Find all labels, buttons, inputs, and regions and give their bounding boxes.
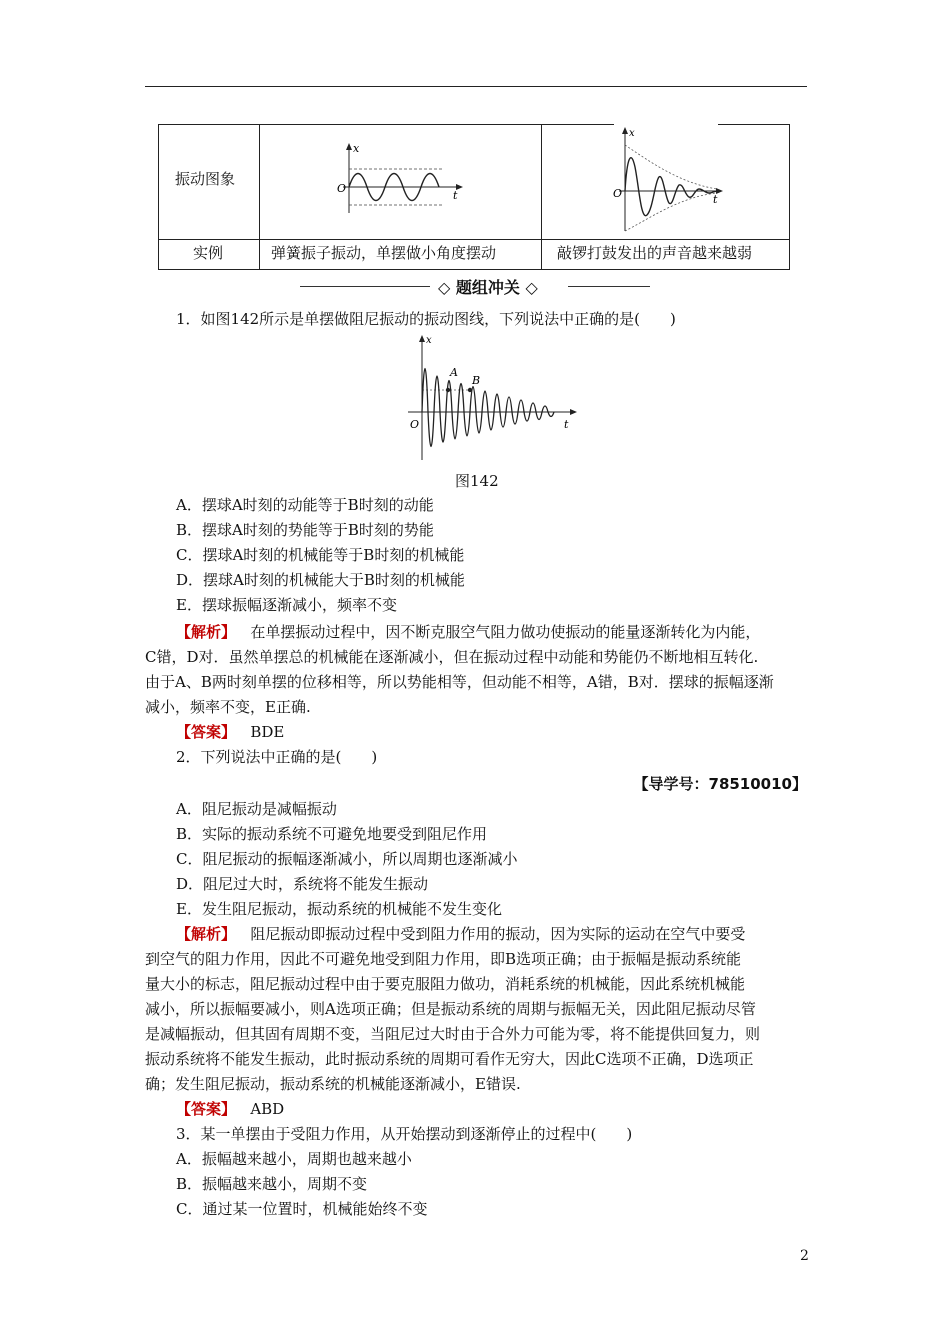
axis-label-x: x — [353, 142, 360, 155]
analysis-text: 在单摆振动过程中，因不断克服空气阻力做功使振动的能量逐渐转化为内能， — [250, 623, 761, 641]
analysis-tag: 【解析】 — [176, 925, 237, 943]
q2-option-a: A．阻尼振动是减幅振动 — [176, 800, 337, 818]
q1-answer — [176, 722, 284, 742]
axis-label-x: x — [629, 128, 635, 139]
q3-option-b: B．振幅越来越小，周期不变 — [176, 1175, 368, 1193]
answer-text: BDE — [250, 723, 285, 741]
origin-label: O — [410, 418, 420, 431]
q1-analysis-line-2: C错，D对．虽然单摆总的机械能在逐渐减小，但在振动过程中动能和势能仍不断地相互转化. — [145, 648, 759, 666]
q1-analysis-line-3: 由于A、B两时刻单摆的位移相等，所以势能相等，但动能不相等，A错，B对．摆球的振幅逐渐 — [145, 673, 774, 691]
analysis-tag: 【解析】 — [176, 623, 237, 641]
q3-stem: 3．某一单摆由于受阻力作用，从开始摆动到逐渐停止的过程中( ) — [176, 1125, 633, 1143]
q1-analysis-line-4: 减小，频率不变，E正确. — [145, 698, 311, 716]
undamped-vibration-graph — [329, 141, 469, 215]
row-label-graph: 振动图象 — [175, 170, 236, 188]
page-number: 2 — [800, 1248, 809, 1264]
q2-answer — [176, 1099, 284, 1119]
q2-analysis-line-6: 振动系统将不能发生振动，此时振动系统的周期可看作无穷大，因此C选项不正确，D选项正 — [145, 1050, 754, 1068]
table-col-divider — [541, 125, 542, 269]
damped-vibration-graph — [609, 127, 727, 235]
q2-guide-number: 【导学号：78510010】 — [633, 775, 807, 793]
q1-stem: 1．如图142所示是单摆做阻尼振动的振动图线，下列说法中正确的是( ) — [176, 310, 676, 328]
q2-option-e: E．发生阻尼振动，振动系统的机械能不发生变化 — [176, 900, 502, 918]
section-rule-right — [568, 286, 650, 287]
axis-label-t: t — [564, 418, 569, 431]
q3-option-a: A．振幅越来越小，周期也越来越小 — [176, 1150, 412, 1168]
answer-text: ABD — [250, 1100, 285, 1118]
q2-analysis-line-3: 量大小的标志，阻尼振动过程中由于要克服阻力做功，消耗系统的机械能，因此系统机械能 — [145, 975, 746, 993]
q2-stem: 2．下列说法中正确的是( ) — [176, 748, 378, 766]
q2-option-b: B．实际的振动系统不可避免地要受到阻尼作用 — [176, 825, 488, 843]
q1-option-e: E．摆球振幅逐渐减小，频率不变 — [176, 596, 397, 614]
header-rule — [145, 86, 807, 87]
vibration-table — [158, 124, 790, 270]
q2-analysis-line-7: 确；发生阻尼振动，振动系统的机械能逐渐减小，E错误. — [145, 1075, 521, 1093]
q2-analysis-line-4: 减小，所以振幅要减小，则A选项正确；但是振动系统的周期与振幅无关，因此阻尼振动尽管 — [145, 1000, 756, 1018]
section-header — [300, 273, 650, 299]
q1-analysis-line-1 — [176, 622, 760, 642]
q2-analysis-line-1 — [176, 924, 745, 944]
answer-tag: 【答案】 — [176, 1100, 237, 1118]
origin-label: O — [613, 187, 623, 200]
origin-label: O — [337, 182, 347, 195]
analysis-text: 阻尼振动即振动过程中受到阻力作用的振动，因为实际的运动在空气中要受 — [250, 925, 746, 943]
q1-option-b: B．摆球A时刻的势能等于B时刻的势能 — [176, 521, 434, 539]
q2-option-c: C．阻尼振动的振幅逐渐减小，所以周期也逐渐减小 — [176, 850, 518, 868]
q3-option-c: C．通过某一位置时，机械能始终不变 — [176, 1200, 428, 1218]
row-label-example: 实例 — [193, 244, 224, 262]
answer-tag: 【答案】 — [176, 723, 237, 741]
example-undamped: 弹簧振子振动，单摆做小角度摆动 — [271, 244, 497, 262]
section-title: ◇ 题组冲关 ◇ — [438, 278, 538, 297]
point-label-b: B — [472, 374, 481, 387]
q1-option-d: D．摆球A时刻的机械能大于B时刻的机械能 — [176, 571, 465, 589]
q1-option-c: C．摆球A时刻的机械能等于B时刻的机械能 — [176, 546, 465, 564]
axis-label-t: t — [713, 193, 718, 206]
q2-option-d: D．阻尼过大时，系统将不能发生振动 — [176, 875, 429, 893]
axis-label-x: x — [426, 335, 432, 346]
axis-label-t: t — [453, 189, 458, 202]
q2-analysis-line-2: 到空气的阻力作用，因此不可避免地受到阻力作用，即B选项正确；由于振幅是振动系统能 — [145, 950, 742, 968]
table-col-divider — [259, 125, 260, 269]
q2-analysis-line-5: 是减幅振动，但其固有周期不变，当阻尼过大时由于合外力可能为零，将不能提供回复力，则 — [145, 1025, 761, 1043]
q1-damped-graph — [404, 334, 580, 462]
q1-option-a: A．摆球A时刻的动能等于B时刻的动能 — [176, 496, 434, 514]
table-row-divider — [159, 239, 789, 240]
q1-figure-caption: 图142 — [455, 472, 499, 490]
example-damped: 敲锣打鼓发出的声音越来越弱 — [557, 244, 753, 262]
point-label-a: A — [450, 366, 458, 379]
section-rule-left — [300, 286, 430, 287]
